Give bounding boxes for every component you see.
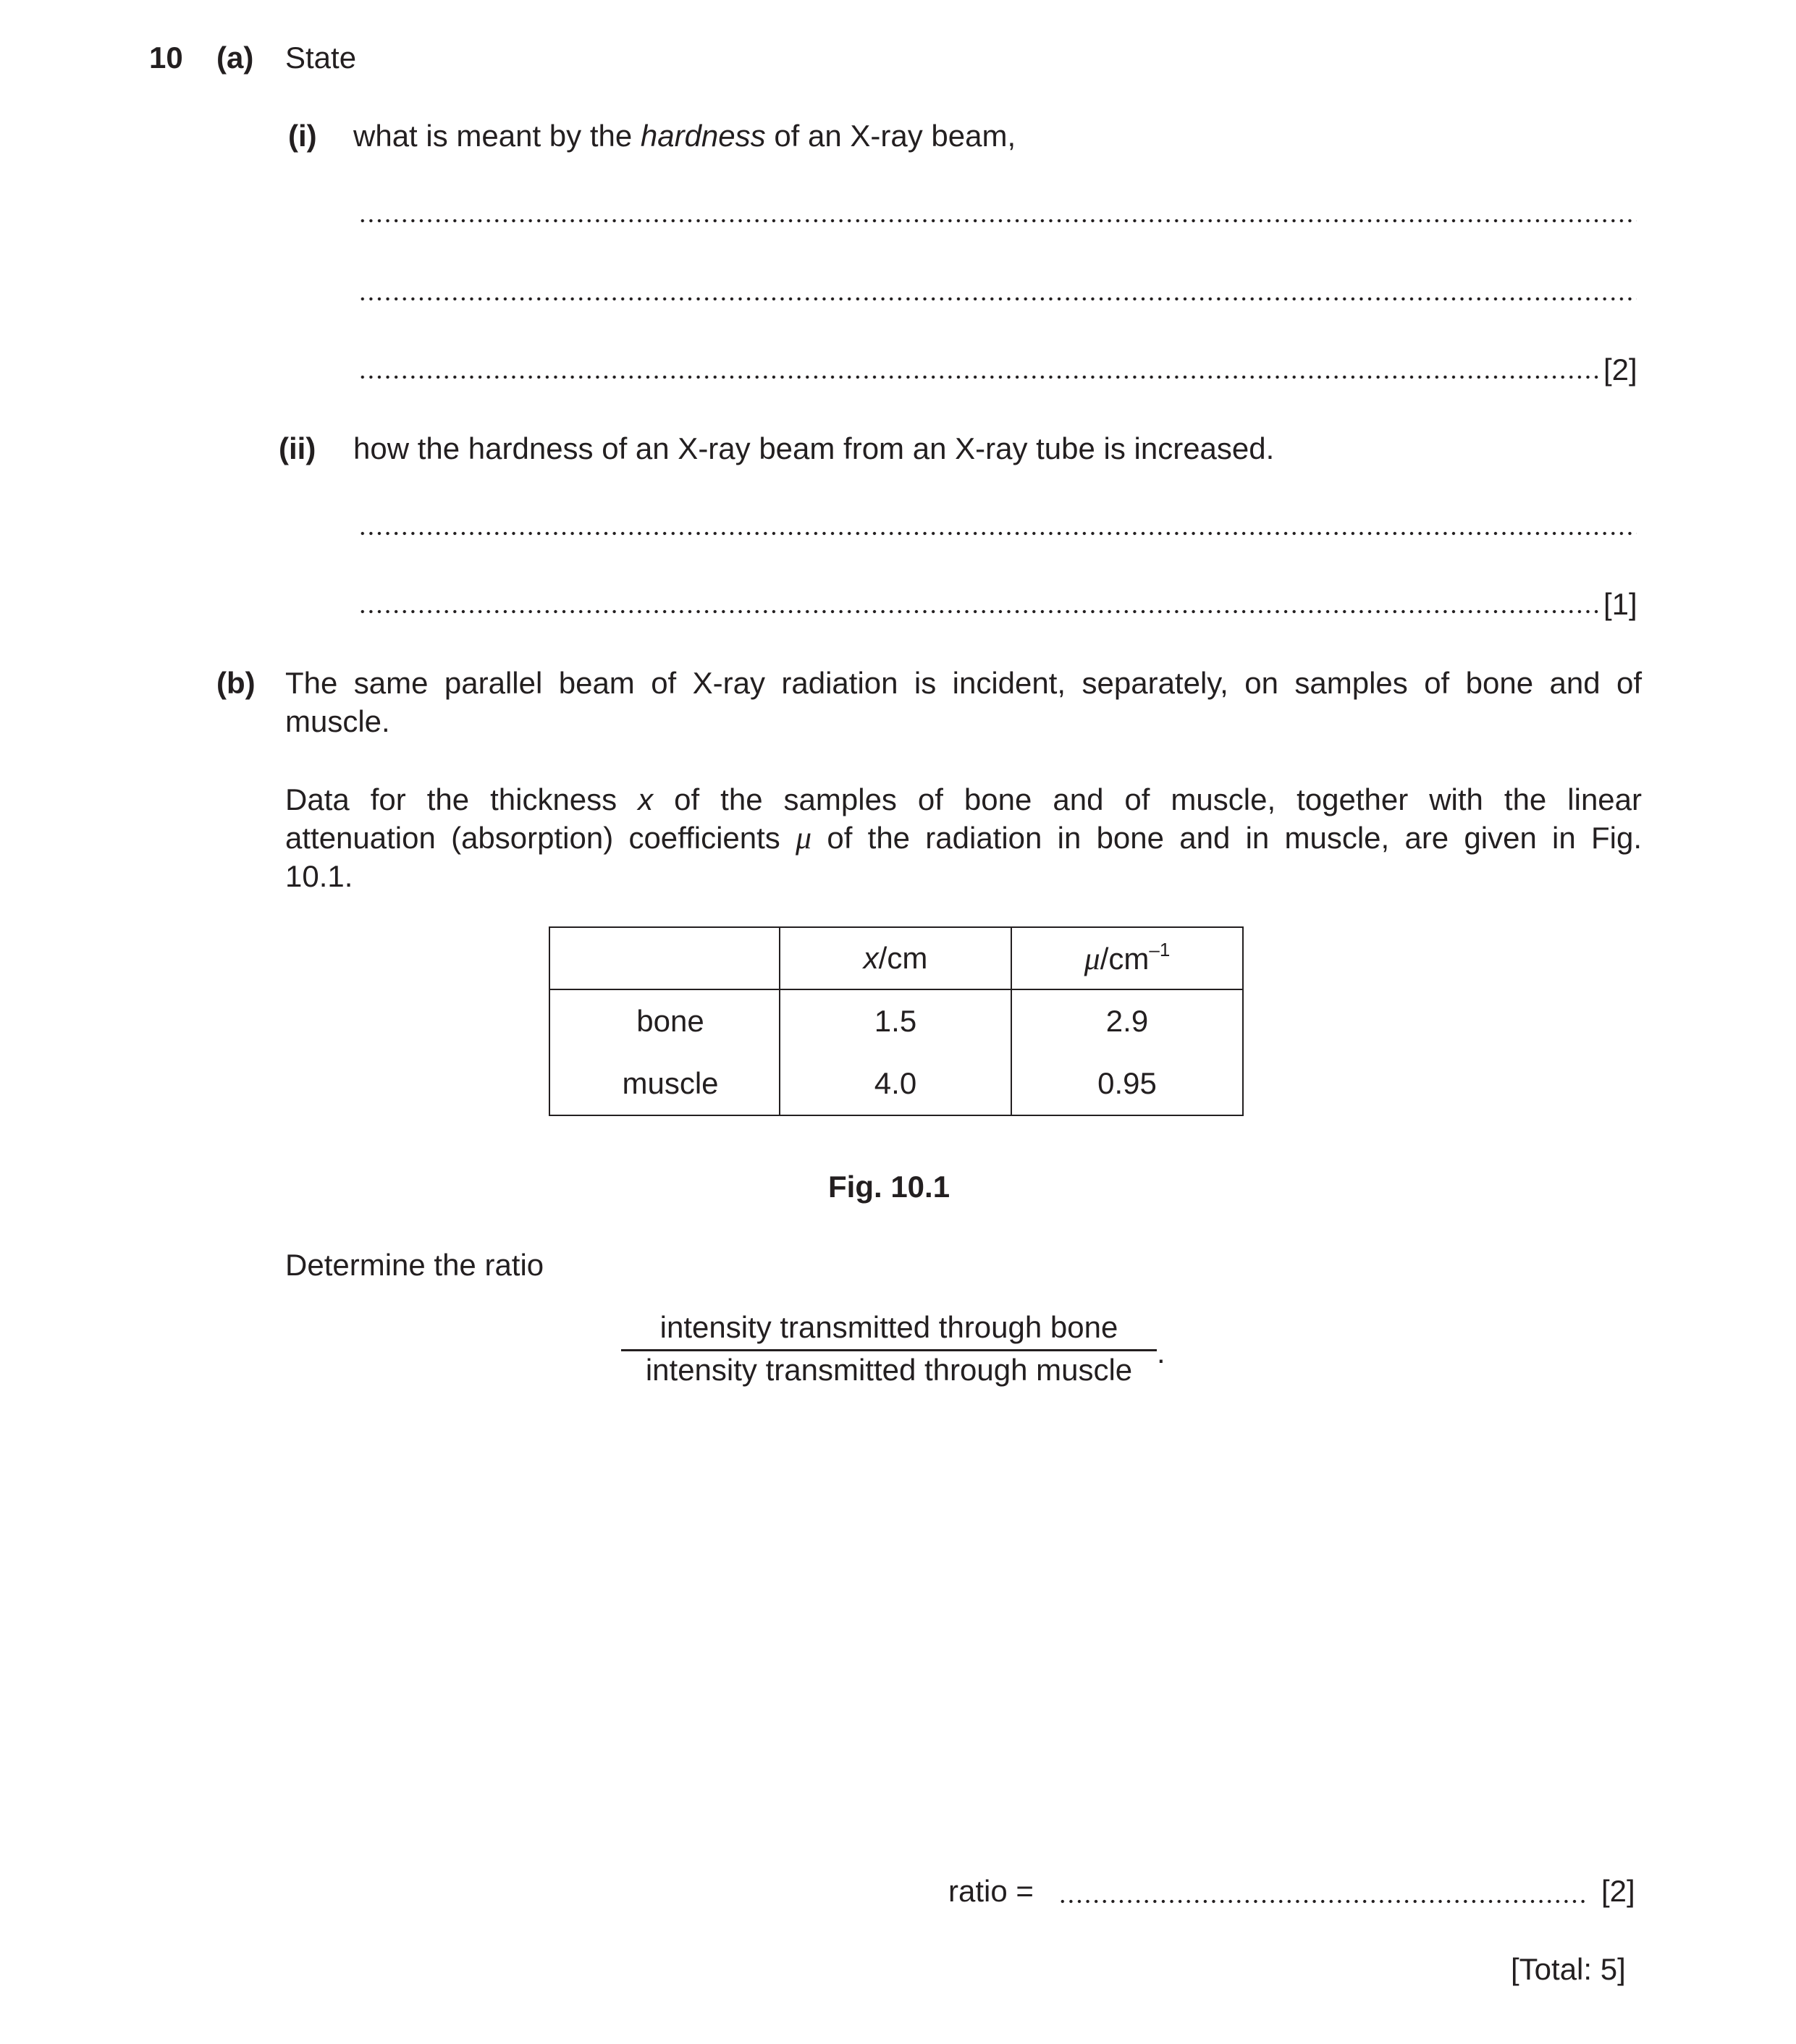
- part-b-label: (b): [216, 666, 256, 700]
- sub-ii-text: how the hardness of an X-ray beam from an X-ray tube is increased.: [353, 431, 1275, 465]
- part-b-paragraph-1: The same parallel beam of X-ray radiation is incident, separately, on samples of bone and of muscle.: [285, 666, 1642, 738]
- table-header-empty: [549, 927, 780, 989]
- marks-b: [2]: [1601, 1874, 1635, 1908]
- table-cell-mu: 2.9: [1011, 989, 1243, 1052]
- part-a-label: (a): [216, 41, 254, 75]
- table-cell-x: 1.5: [780, 989, 1011, 1052]
- answer-line-ii-1[interactable]: [358, 531, 1637, 536]
- table-cell-material: bone: [549, 989, 780, 1052]
- table-header-row: [549, 927, 1243, 989]
- data-table: [549, 926, 1244, 1116]
- table-cell-mu: 0.95: [1011, 1052, 1243, 1115]
- answer-line-i-1[interactable]: [358, 219, 1637, 223]
- part-b-paragraph-2: Data for the thickness x of the samples of bone and of muscle, together with the linear attenuation (absorption) coefficients μ of the radiation in bone and in muscle, are given in Fig. 10.1.: [285, 782, 1643, 893]
- total-marks: [Total: 5]: [1511, 1952, 1626, 1986]
- table-header-x: x/cm: [780, 927, 1011, 989]
- sub-i-text: what is meant by the hardness of an X-ray beam,: [353, 119, 1016, 153]
- question-number: 10: [149, 41, 183, 75]
- marks-i: [2]: [1603, 352, 1637, 387]
- marks-ii: [1]: [1603, 587, 1637, 621]
- table-row: [549, 989, 1243, 1052]
- ratio-label: ratio =: [948, 1874, 1034, 1908]
- sub-i-label: (i): [288, 119, 317, 153]
- table-header-mu: $\mu/cm^{-1}$: [1011, 927, 1243, 989]
- fraction-numerator: intensity transmitted through bone: [659, 1310, 1118, 1344]
- fraction-denominator: intensity transmitted through muscle: [645, 1353, 1133, 1387]
- table-row: [549, 1052, 1243, 1115]
- ratio-answer-line[interactable]: [1058, 1899, 1588, 1904]
- part-a-stem: State: [285, 41, 357, 75]
- answer-line-ii-2[interactable]: [358, 609, 1601, 614]
- answer-line-i-3[interactable]: [358, 375, 1601, 379]
- sub-ii-label: (ii): [279, 431, 316, 465]
- fraction-bar: [621, 1349, 1157, 1351]
- figure-caption: Fig. 10.1: [828, 1170, 950, 1204]
- table-cell-material: muscle: [549, 1052, 780, 1115]
- answer-line-i-2[interactable]: [358, 297, 1637, 301]
- fraction-full-stop: .: [1157, 1335, 1165, 1369]
- table-cell-x: 4.0: [780, 1052, 1011, 1115]
- instruction-text: Determine the ratio: [285, 1248, 544, 1282]
